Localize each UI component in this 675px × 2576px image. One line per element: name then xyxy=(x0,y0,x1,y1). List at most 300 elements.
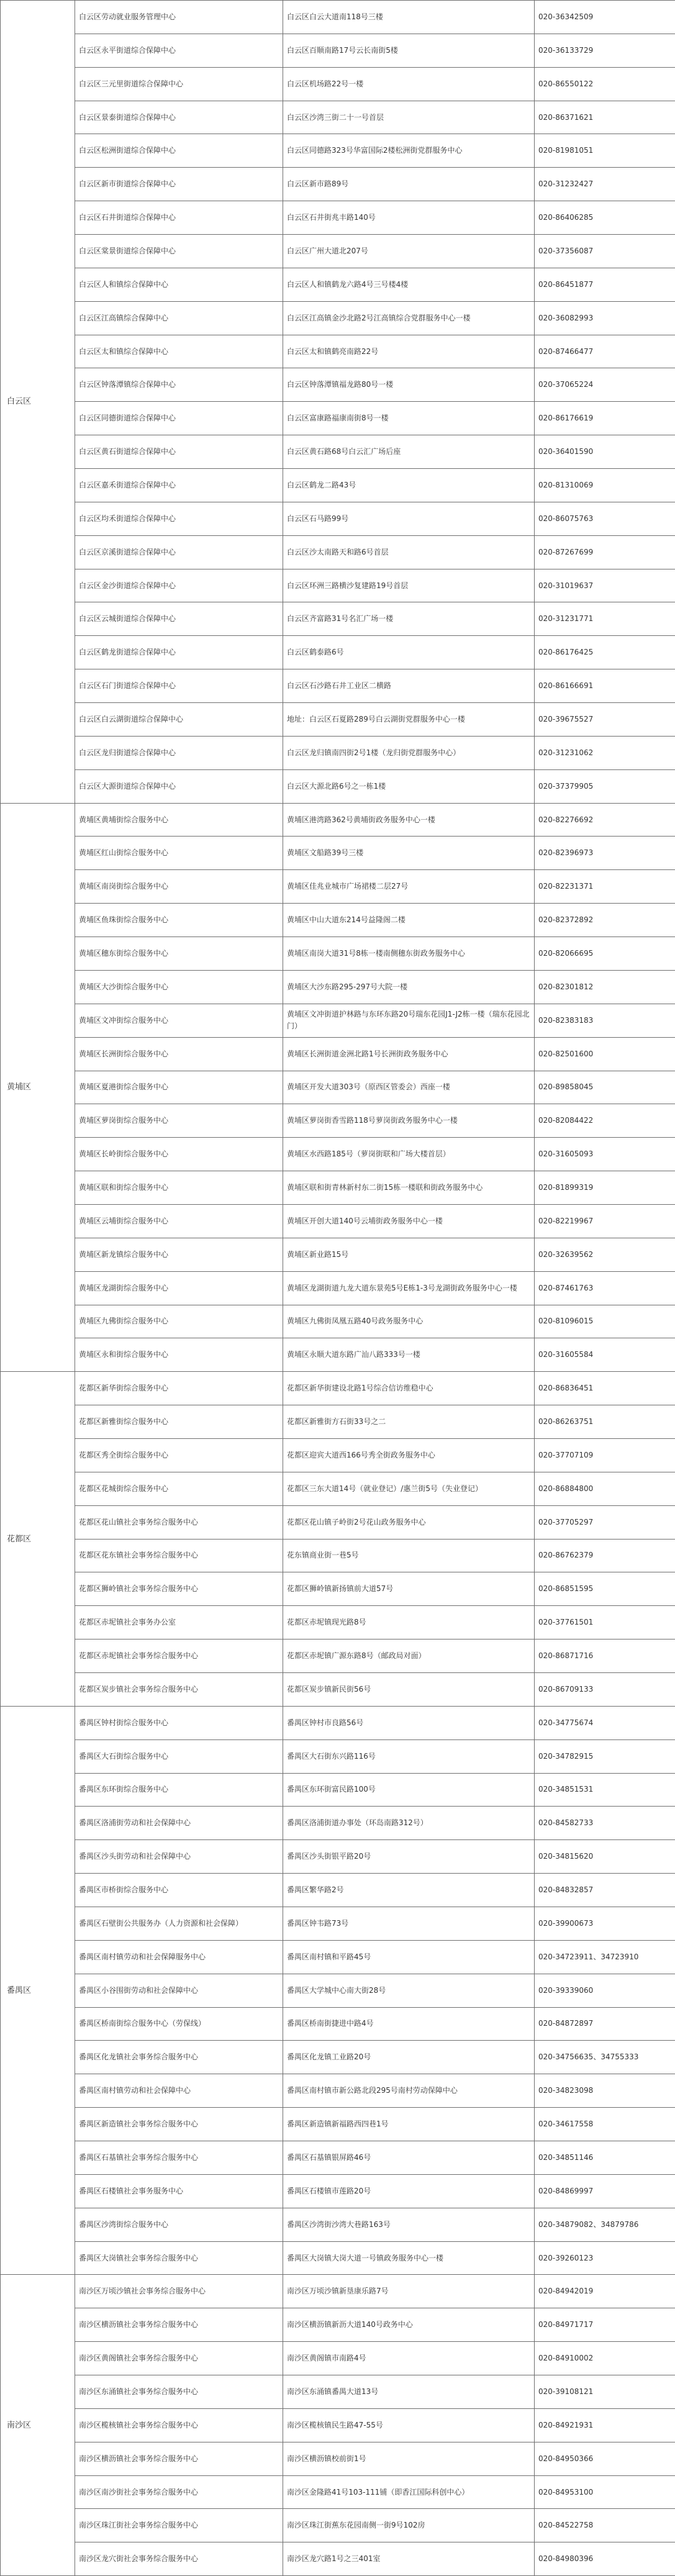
address-cell: 白云区黄石路68号白云汇广场后座 xyxy=(283,435,535,469)
table-row xyxy=(1,2475,675,2509)
address-cell: 白云区钟落潭镇福龙路80号一楼 xyxy=(283,368,535,402)
address-cell: 花东镇商业街一巷5号 xyxy=(283,1539,535,1572)
table-row xyxy=(1,134,675,168)
address-cell: 番禺区东环街富民路100号 xyxy=(283,1773,535,1807)
center-name-cell: 南沙区横沥镇社会事务综合服务中心 xyxy=(75,2308,283,2342)
center-name-cell: 番禺区沙头街劳动和社会保障中心 xyxy=(75,1840,283,1874)
center-name-cell: 南沙区黄阁镇社会事务综合服务中心 xyxy=(75,2342,283,2375)
table-row xyxy=(1,1338,675,1372)
phone-cell: 020-36401590 xyxy=(535,435,675,469)
address-cell: 花都区炭步镇新民街56号 xyxy=(283,1672,535,1706)
phone-cell: 020-86550122 xyxy=(535,67,675,101)
phone-cell: 020-37356087 xyxy=(535,235,675,268)
table-row xyxy=(1,1572,675,1606)
center-name-cell: 白云区人和镇综合保障中心 xyxy=(75,268,283,301)
center-name-cell: 黄埔区南岗街综合服务中心 xyxy=(75,870,283,904)
address-cell: 番禺区洛浦街道办事处（环岛南路312号） xyxy=(283,1807,535,1840)
table-row xyxy=(1,2442,675,2475)
district-cell: 黄埔区 xyxy=(1,803,75,1372)
center-name-cell: 白云区钟落潭镇综合保障中心 xyxy=(75,368,283,402)
table-row xyxy=(1,1773,675,1807)
address-cell: 南沙区榄核镇民生路47-55号 xyxy=(283,2408,535,2442)
table-row xyxy=(1,469,675,502)
phone-cell: 020-86176619 xyxy=(535,402,675,435)
table-row xyxy=(1,1840,675,1874)
address-cell: 黄埔区佳兆业城市广场裙楼二层27号 xyxy=(283,870,535,904)
phone-cell: 020-84832857 xyxy=(535,1874,675,1907)
table-row xyxy=(1,201,675,235)
center-name-cell: 白云区永平街道综合保障中心 xyxy=(75,34,283,67)
address-cell: 黄埔区文船路39号三楼 xyxy=(283,837,535,870)
table-row xyxy=(1,669,675,703)
center-name-cell: 番禺区化龙镇社会事务综合服务中心 xyxy=(75,2041,283,2074)
address-cell: 番禺区大岗镇大岗大道一号镇政务服务中心一楼 xyxy=(283,2241,535,2275)
phone-cell: 020-31231771 xyxy=(535,602,675,636)
center-name-cell: 番禺区钟村街综合服务中心 xyxy=(75,1706,283,1739)
center-name-cell: 白云区金沙街道综合保障中心 xyxy=(75,569,283,602)
center-name-cell: 花都区赤坭镇社会事务综合服务中心 xyxy=(75,1639,283,1673)
address-cell: 白云区石沙路石井工业区二横路 xyxy=(283,669,535,703)
address-cell: 黄埔区永顺大道东路广汕八路333号一楼 xyxy=(283,1338,535,1372)
center-name-cell: 黄埔区文冲街综合服务中心 xyxy=(75,1004,283,1037)
table-row xyxy=(1,2174,675,2208)
table-row xyxy=(1,803,675,837)
phone-cell: 020-34775674 xyxy=(535,1706,675,1739)
phone-cell: 020-86871716 xyxy=(535,1639,675,1673)
table-row xyxy=(1,268,675,301)
address-cell: 黄埔区大沙东路295-297号大院一楼 xyxy=(283,970,535,1004)
table-row xyxy=(1,1639,675,1673)
center-name-cell: 白云区龙归街道综合保障中心 xyxy=(75,736,283,769)
address-cell: 南沙区万顷沙镇新垦康乐路7号 xyxy=(283,2275,535,2308)
table-row xyxy=(1,2408,675,2442)
table-row xyxy=(1,67,675,101)
address-cell: 黄埔区港湾路362号黄埔街政务服务中心一楼 xyxy=(283,803,535,837)
phone-cell: 020-84522758 xyxy=(535,2509,675,2542)
center-name-cell: 南沙区榄核镇社会事务综合服务中心 xyxy=(75,2408,283,2442)
phone-cell: 020-86836451 xyxy=(535,1372,675,1405)
address-cell: 黄埔区龙湖街道九龙大道东景苑5号E栋1-3号龙湖街政务服务中心一楼 xyxy=(283,1271,535,1305)
center-name-cell: 黄埔区九佛街综合服务中心 xyxy=(75,1305,283,1338)
center-name-cell: 白云区石门街道综合保障中心 xyxy=(75,669,283,703)
phone-cell: 020-81981051 xyxy=(535,134,675,168)
center-name-cell: 白云区黄石街道综合保障中心 xyxy=(75,435,283,469)
address-cell: 南沙区黄阁镇市南路4号 xyxy=(283,2342,535,2375)
phone-cell: 020-82231371 xyxy=(535,870,675,904)
table-row xyxy=(1,937,675,971)
phone-cell: 020-32639562 xyxy=(535,1238,675,1271)
center-name-cell: 黄埔区黄埔街综合服务中心 xyxy=(75,803,283,837)
address-cell: 花都区新华街建设北路1号综合信访维稳中心 xyxy=(283,1372,535,1405)
phone-cell: 020-31232427 xyxy=(535,168,675,201)
phone-cell: 020-82501600 xyxy=(535,1037,675,1071)
phone-cell: 020-86406285 xyxy=(535,201,675,235)
address-cell: 番禺区化龙镇工业路20号 xyxy=(283,2041,535,2074)
table-row xyxy=(1,2509,675,2542)
address-cell: 番禺区新造镇新福路西四巷1号 xyxy=(283,2108,535,2141)
center-name-cell: 番禺区大石街综合服务中心 xyxy=(75,1739,283,1773)
address-cell: 南沙区珠江街蕉东花园南侧一街9号102房 xyxy=(283,2509,535,2542)
phone-cell: 020-86166691 xyxy=(535,669,675,703)
table-row xyxy=(1,1104,675,1138)
phone-cell: 020-34756635、34755333 xyxy=(535,2041,675,2074)
address-cell: 番禺区大石街东兴路116号 xyxy=(283,1739,535,1773)
address-cell: 黄埔区水西路185号（萝岗街联和广场大楼首层） xyxy=(283,1138,535,1171)
table-row xyxy=(1,2342,675,2375)
center-name-cell: 南沙区龙穴街社会事务综合服务中心 xyxy=(75,2542,283,2576)
center-name-cell: 花都区花城街综合服务中心 xyxy=(75,1472,283,1505)
center-name-cell: 番禺区市桥街综合服务中心 xyxy=(75,1874,283,1907)
table-row xyxy=(1,602,675,636)
table-row xyxy=(1,636,675,669)
address-cell: 白云区百顺南路17号云长南街5楼 xyxy=(283,34,535,67)
phone-cell: 020-34782915 xyxy=(535,1739,675,1773)
table-row xyxy=(1,1405,675,1439)
district-cell: 花都区 xyxy=(1,1372,75,1707)
center-name-cell: 番禺区沙湾街综合服务中心 xyxy=(75,2208,283,2241)
center-name-cell: 白云区同德街道综合保障中心 xyxy=(75,402,283,435)
center-name-cell: 番禺区新造镇社会事务综合服务中心 xyxy=(75,2108,283,2141)
phone-cell: 020-84980396 xyxy=(535,2542,675,2576)
center-name-cell: 黄埔区长岭街综合服务中心 xyxy=(75,1138,283,1171)
phone-cell: 020-37065224 xyxy=(535,368,675,402)
center-name-cell: 白云区石井街道综合保障中心 xyxy=(75,201,283,235)
center-name-cell: 黄埔区新龙镇综合服务中心 xyxy=(75,1238,283,1271)
phone-cell: 020-81899319 xyxy=(535,1171,675,1205)
phone-cell: 020-39260123 xyxy=(535,2241,675,2275)
center-name-cell: 番禺区石基镇社会事务综合服务中心 xyxy=(75,2141,283,2175)
center-name-cell: 黄埔区长洲街综合服务中心 xyxy=(75,1037,283,1071)
phone-cell: 020-82301812 xyxy=(535,970,675,1004)
phone-cell: 020-31605093 xyxy=(535,1138,675,1171)
table-row xyxy=(1,301,675,335)
address-cell: 南沙区龙穴路1号之三401室 xyxy=(283,2542,535,2576)
phone-cell: 020-86176425 xyxy=(535,636,675,669)
phone-cell: 020-82084422 xyxy=(535,1104,675,1138)
address-cell: 白云区大源北路6号之一栋1楼 xyxy=(283,769,535,803)
address-cell: 白云区齐富路31号名汇广场一楼 xyxy=(283,602,535,636)
address-cell: 花都区三东大道14号（就业登记）/惠兰街5号（失业登记） xyxy=(283,1472,535,1505)
center-name-cell: 番禺区洛浦街劳动和社会保障中心 xyxy=(75,1807,283,1840)
address-cell: 白云区机场路22号一楼 xyxy=(283,67,535,101)
phone-cell: 020-87466477 xyxy=(535,335,675,368)
table-row xyxy=(1,1672,675,1706)
address-cell: 番禺区大学城中心南大街28号 xyxy=(283,1974,535,2007)
center-name-cell: 番禺区南村镇劳动和社会保障服务中心 xyxy=(75,1940,283,1974)
address-cell: 白云区环洲三路横沙复建路19号首层 xyxy=(283,569,535,602)
address-cell: 黄埔区中山大道东214号益隆阁二楼 xyxy=(283,904,535,937)
address-cell: 白云区鹤龙二路43号 xyxy=(283,469,535,502)
address-cell: 白云区沙湾三街二十一号首层 xyxy=(283,101,535,134)
address-cell: 白云区江高镇金沙北路2号江高镇综合党群服务中心一楼 xyxy=(283,301,535,335)
phone-cell: 020-31231062 xyxy=(535,736,675,769)
table-row xyxy=(1,970,675,1004)
table-row xyxy=(1,2141,675,2175)
address-cell: 黄埔区南岗大道31号8栋一楼南侧穗东街政务服务中心 xyxy=(283,937,535,971)
table-row xyxy=(1,1004,675,1037)
phone-cell: 020-37705297 xyxy=(535,1505,675,1539)
district-cell: 白云区 xyxy=(1,1,75,804)
phone-cell: 020-37707109 xyxy=(535,1438,675,1472)
table-row xyxy=(1,2542,675,2576)
table-row xyxy=(1,1171,675,1205)
phone-cell: 020-82372892 xyxy=(535,904,675,937)
center-name-cell: 白云区新市街道综合保障中心 xyxy=(75,168,283,201)
phone-cell: 020-84872897 xyxy=(535,2007,675,2041)
address-cell: 番禺区石楼镇市莲路20号 xyxy=(283,2174,535,2208)
phone-cell: 020-39900673 xyxy=(535,1907,675,1940)
address-cell: 番禺区石基镇银屏路46号 xyxy=(283,2141,535,2175)
center-name-cell: 番禺区南村镇劳动和社会保障中心 xyxy=(75,2074,283,2108)
district-cell: 南沙区 xyxy=(1,2275,75,2576)
table-row xyxy=(1,1305,675,1338)
address-cell: 黄埔区萝岗街香雪路118号萝岗街政务服务中心一楼 xyxy=(283,1104,535,1138)
center-name-cell: 黄埔区夏港街综合服务中心 xyxy=(75,1071,283,1104)
address-cell: 番禺区沙湾街沙湾大巷路163号 xyxy=(283,2208,535,2241)
phone-cell: 020-86075763 xyxy=(535,502,675,535)
phone-cell: 020-31605584 xyxy=(535,1338,675,1372)
center-name-cell: 黄埔区萝岗街综合服务中心 xyxy=(75,1104,283,1138)
table-row xyxy=(1,34,675,67)
center-name-cell: 花都区花山镇社会事务综合服务中心 xyxy=(75,1505,283,1539)
address-cell: 黄埔区长洲街道金洲北路1号长洲街政务服务中心 xyxy=(283,1037,535,1071)
address-cell: 南沙区东涌镇番禺大道13号 xyxy=(283,2375,535,2409)
table-row xyxy=(1,335,675,368)
address-cell: 白云区富康路福康南街8号一楼 xyxy=(283,402,535,435)
center-name-cell: 白云区松洲街道综合保障中心 xyxy=(75,134,283,168)
center-name-cell: 白云区三元里街道综合保障中心 xyxy=(75,67,283,101)
address-cell: 番禺区钟韦路73号 xyxy=(283,1907,535,1940)
center-name-cell: 白云区景泰街道综合保障中心 xyxy=(75,101,283,134)
phone-cell: 020-86884800 xyxy=(535,1472,675,1505)
table-row xyxy=(1,2375,675,2409)
center-name-cell: 南沙区珠江街社会事务综合服务中心 xyxy=(75,2509,283,2542)
phone-cell: 020-82383183 xyxy=(535,1004,675,1037)
center-name-cell: 白云区鹤龙街道综合保障中心 xyxy=(75,636,283,669)
table-row xyxy=(1,168,675,201)
center-name-cell: 番禺区石壁街公共服务办（人力资源和社会保障） xyxy=(75,1907,283,1940)
table-row xyxy=(1,535,675,569)
table-row xyxy=(1,1974,675,2007)
center-name-cell: 黄埔区龙湖街综合服务中心 xyxy=(75,1271,283,1305)
center-name-cell: 番禺区东环街综合服务中心 xyxy=(75,1773,283,1807)
center-name-cell: 黄埔区鱼珠街综合服务中心 xyxy=(75,904,283,937)
center-name-cell: 番禺区石楼镇社会事务服务中心 xyxy=(75,2174,283,2208)
address-cell: 番禺区繁华路2号 xyxy=(283,1874,535,1907)
table-row xyxy=(1,2108,675,2141)
center-name-cell: 南沙区南沙街社会事务综合服务中心 xyxy=(75,2475,283,2509)
table-row xyxy=(1,1271,675,1305)
phone-cell: 020-34815620 xyxy=(535,1840,675,1874)
address-cell: 花都区新雅街方石街33号之二 xyxy=(283,1405,535,1439)
address-cell: 白云区沙太南路天和路6号首层 xyxy=(283,535,535,569)
phone-cell: 020-39339060 xyxy=(535,1974,675,2007)
center-name-cell: 花都区花东镇社会事务综合服务中心 xyxy=(75,1539,283,1572)
center-name-cell: 黄埔区云埔街综合服务中心 xyxy=(75,1204,283,1238)
table-row xyxy=(1,235,675,268)
address-cell: 白云区新市路89号 xyxy=(283,168,535,201)
phone-cell: 020-34823098 xyxy=(535,2074,675,2108)
table-row xyxy=(1,904,675,937)
address-cell: 南沙区横沥镇新沥大道140号政务中心 xyxy=(283,2308,535,2342)
phone-cell: 020-31019637 xyxy=(535,569,675,602)
center-name-cell: 花都区狮岭镇社会事务综合服务中心 xyxy=(75,1572,283,1606)
center-name-cell: 花都区新华街综合服务中心 xyxy=(75,1372,283,1405)
table-row xyxy=(1,736,675,769)
center-name-cell: 黄埔区红山街综合服务中心 xyxy=(75,837,283,870)
phone-cell: 020-34851531 xyxy=(535,1773,675,1807)
address-cell: 南沙区横沥镇校前街1号 xyxy=(283,2442,535,2475)
center-name-cell: 番禺区桥南街综合服务中心（劳保线） xyxy=(75,2007,283,2041)
center-name-cell: 番禺区小谷围街劳动和社会保障中心 xyxy=(75,1974,283,2007)
table-row xyxy=(1,1505,675,1539)
phone-cell: 020-82396973 xyxy=(535,837,675,870)
phone-cell: 020-84942019 xyxy=(535,2275,675,2308)
phone-cell: 020-84950366 xyxy=(535,2442,675,2475)
center-name-cell: 白云区劳动就业服务管理中心 xyxy=(75,1,283,34)
table-row xyxy=(1,2041,675,2074)
phone-cell: 020-84971717 xyxy=(535,2308,675,2342)
table-row xyxy=(1,1372,675,1405)
center-name-cell: 花都区新雅街综合服务中心 xyxy=(75,1405,283,1439)
phone-cell: 020-34879082、34879786 xyxy=(535,2208,675,2241)
center-name-cell: 南沙区横沥镇社会事务综合服务中心 xyxy=(75,2442,283,2475)
center-name-cell: 黄埔区联和街综合服务中心 xyxy=(75,1171,283,1205)
phone-cell: 020-82276692 xyxy=(535,803,675,837)
address-cell: 黄埔区九佛街凤凰五路40号政务服务中心 xyxy=(283,1305,535,1338)
address-cell: 白云区石井街兆丰路140号 xyxy=(283,201,535,235)
address-cell: 白云区石马路99号 xyxy=(283,502,535,535)
center-name-cell: 花都区赤坭镇社会事务办公室 xyxy=(75,1606,283,1639)
table-row xyxy=(1,368,675,402)
table-row xyxy=(1,769,675,803)
phone-cell: 020-39675527 xyxy=(535,703,675,737)
address-cell: 白云区鹤泰路6号 xyxy=(283,636,535,669)
phone-cell: 020-81310069 xyxy=(535,469,675,502)
table-row xyxy=(1,1606,675,1639)
address-cell: 花都区赤坭镇广源东路8号（邮政局对面） xyxy=(283,1639,535,1673)
phone-cell: 020-36342509 xyxy=(535,1,675,34)
address-cell: 黄埔区开发大道303号（原西区管委会）西座一楼 xyxy=(283,1071,535,1104)
phone-cell: 020-37761501 xyxy=(535,1606,675,1639)
center-name-cell: 南沙区万顷沙镇社会事务综合服务中心 xyxy=(75,2275,283,2308)
center-name-cell: 白云区白云湖街道综合保障中心 xyxy=(75,703,283,737)
address-cell: 白云区人和镇鹤龙六路4号三号楼4楼 xyxy=(283,268,535,301)
address-cell: 番禺区南村镇市新公路北段295号南村劳动保障中心 xyxy=(283,2074,535,2108)
center-name-cell: 南沙区东涌镇社会事务综合服务中心 xyxy=(75,2375,283,2409)
center-name-cell: 白云区云城街道综合保障中心 xyxy=(75,602,283,636)
center-name-cell: 花都区炭步镇社会事务综合服务中心 xyxy=(75,1672,283,1706)
phone-cell: 020-86762379 xyxy=(535,1539,675,1572)
address-cell: 花都区花山镇子岭街2号花山政务服务中心 xyxy=(283,1505,535,1539)
table-row xyxy=(1,1739,675,1773)
address-cell: 花都区狮岭镇新扬镇前大道57号 xyxy=(283,1572,535,1606)
phone-cell: 020-84582733 xyxy=(535,1807,675,1840)
center-name-cell: 白云区嘉禾街道综合保障中心 xyxy=(75,469,283,502)
address-cell: 番禺区桥南街捷进中路4号 xyxy=(283,2007,535,2041)
address-cell: 白云区龙归镇南四街2号1楼（龙归街党群服务中心） xyxy=(283,736,535,769)
phone-cell: 020-86451877 xyxy=(535,268,675,301)
phone-cell: 020-86851595 xyxy=(535,1572,675,1606)
table-row xyxy=(1,870,675,904)
table-row xyxy=(1,837,675,870)
phone-cell: 020-37379905 xyxy=(535,769,675,803)
center-name-cell: 黄埔区大沙街综合服务中心 xyxy=(75,970,283,1004)
address-cell: 番禺区沙头街银平路20号 xyxy=(283,1840,535,1874)
district-cell: 番禺区 xyxy=(1,1706,75,2275)
phone-cell: 020-86263751 xyxy=(535,1405,675,1439)
address-cell: 花都区赤坭镇现光路8号 xyxy=(283,1606,535,1639)
center-name-cell: 白云区均禾街道综合保障中心 xyxy=(75,502,283,535)
table-row xyxy=(1,435,675,469)
address-cell: 地址：白云区石夏路289号白云湖街党群服务中心一楼 xyxy=(283,703,535,737)
center-name-cell: 花都区秀全街综合服务中心 xyxy=(75,1438,283,1472)
phone-cell: 020-81096015 xyxy=(535,1305,675,1338)
table-row xyxy=(1,2241,675,2275)
table-row xyxy=(1,101,675,134)
table-row xyxy=(1,2208,675,2241)
phone-cell: 020-84910002 xyxy=(535,2342,675,2375)
table-row xyxy=(1,402,675,435)
address-cell: 白云区同德路323号华富国际2楼松洲街党群服务中心 xyxy=(283,134,535,168)
table-row xyxy=(1,1071,675,1104)
address-cell: 番禺区南村镇和平路45号 xyxy=(283,1940,535,1974)
table-row xyxy=(1,1438,675,1472)
phone-cell: 020-82219967 xyxy=(535,1204,675,1238)
center-name-cell: 白云区棠景街道综合保障中心 xyxy=(75,235,283,268)
center-name-cell: 黄埔区永和街综合服务中心 xyxy=(75,1338,283,1372)
table-row xyxy=(1,1539,675,1572)
table-row xyxy=(1,1,675,34)
phone-cell: 020-84921931 xyxy=(535,2408,675,2442)
table-row xyxy=(1,703,675,737)
phone-cell: 020-34617558 xyxy=(535,2108,675,2141)
address-cell: 番禺区钟村市良路56号 xyxy=(283,1706,535,1739)
table-row xyxy=(1,1807,675,1840)
center-name-cell: 黄埔区穗东街综合服务中心 xyxy=(75,937,283,971)
address-cell: 黄埔区文冲街道护林路与东环东路20号瑞东花园J1-J2栋一楼（瑞东花园北门） xyxy=(283,1004,535,1037)
phone-cell: 020-86709133 xyxy=(535,1672,675,1706)
table-row xyxy=(1,2308,675,2342)
phone-cell: 020-82066695 xyxy=(535,937,675,971)
table-row xyxy=(1,1138,675,1171)
phone-cell: 020-34851146 xyxy=(535,2141,675,2175)
phone-cell: 020-39108121 xyxy=(535,2375,675,2409)
address-cell: 黄埔区开创大道140号云埔街政务服务中心一楼 xyxy=(283,1204,535,1238)
phone-cell: 020-89858045 xyxy=(535,1071,675,1104)
table-row xyxy=(1,1706,675,1739)
table-row xyxy=(1,2074,675,2108)
address-cell: 黄埔区联和街青林新村东二街15栋一楼联和街政务服务中心 xyxy=(283,1171,535,1205)
phone-cell: 020-36133729 xyxy=(535,34,675,67)
address-cell: 白云区白云大道南118号三楼 xyxy=(283,1,535,34)
phone-cell: 020-86371621 xyxy=(535,101,675,134)
address-cell: 白云区广州大道北207号 xyxy=(283,235,535,268)
phone-cell: 020-87461763 xyxy=(535,1271,675,1305)
center-name-cell: 白云区大源街道综合保障中心 xyxy=(75,769,283,803)
table-row xyxy=(1,1204,675,1238)
phone-cell: 020-84953100 xyxy=(535,2475,675,2509)
center-name-cell: 番禺区大岗镇社会事务综合服务中心 xyxy=(75,2241,283,2275)
table-row xyxy=(1,2007,675,2041)
address-cell: 白云区太和镇鹤亮南路22号 xyxy=(283,335,535,368)
table-row xyxy=(1,1037,675,1071)
table-row xyxy=(1,1472,675,1505)
center-name-cell: 白云区江高镇综合保障中心 xyxy=(75,301,283,335)
address-cell: 黄埔区新业路15号 xyxy=(283,1238,535,1271)
phone-cell: 020-84869997 xyxy=(535,2174,675,2208)
phone-cell: 020-34723911、34723910 xyxy=(535,1940,675,1974)
